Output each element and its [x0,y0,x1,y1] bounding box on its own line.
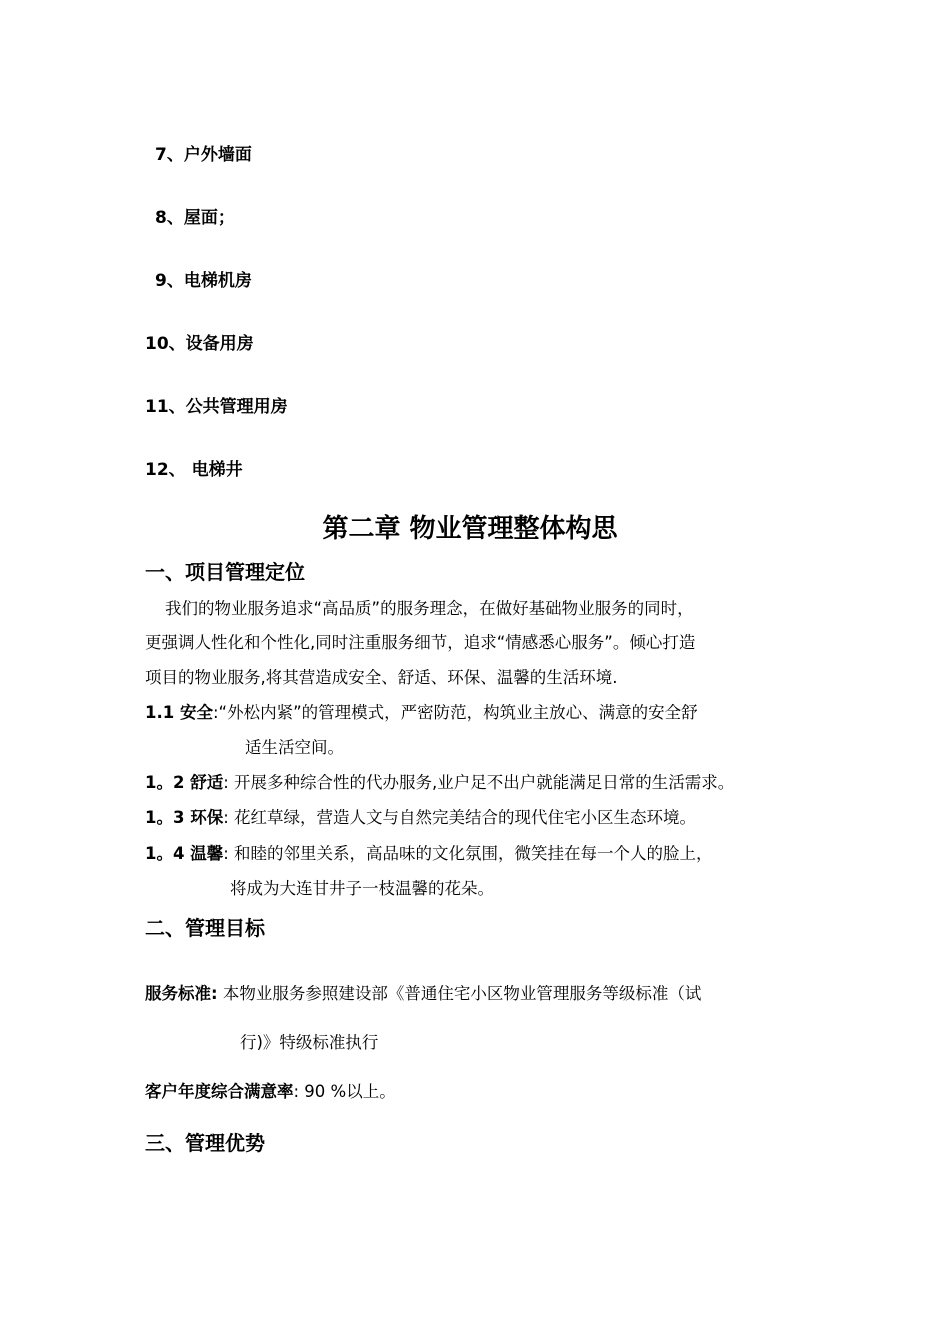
point-comfort-label: 1。2 舒适 [145,773,224,792]
point-safety [145,699,698,723]
point-eco [145,804,696,828]
intro-line-3: 项目的物业服务,将其营造成安全、舒适、环保、温馨的生活环境. [145,668,618,687]
satisfaction-rate [145,1078,396,1102]
point-eco-text: : 花红草绿，营造人文与自然完美结合的现代住宅小区生态环境。 [223,808,697,827]
section-heading-positioning: 一、项目管理定位 [145,560,305,584]
satisfaction-text: : 90 %以上。 [293,1082,396,1101]
list-item-11: 11、公共管理用房 [145,397,288,417]
list-item-8: 8、屋面； [155,208,235,228]
point-comfort [145,769,734,793]
service-standard [145,980,701,1004]
point-warmth [145,840,713,864]
intro-line-1: 我们的物业服务追求“高品质”的服务理念，在做好基础物业服务的同时， [165,599,694,618]
point-safety-label: 1.1 安全 [145,703,213,722]
list-item-7: 7、户外墙面 [155,145,252,165]
list-item-9: 9、电梯机房 [155,271,252,291]
section-heading-goals: 二、管理目标 [145,916,265,940]
chapter-title: 第二章 物业管理整体构思 [322,514,618,544]
point-safety-cont: 适生活空间。 [245,738,344,757]
service-standard-cont: 行)》特级标准执行 [240,1033,379,1052]
satisfaction-label: 客户年度综合满意率 [145,1082,294,1101]
service-standard-text: 本物业服务参照建设部《普通住宅小区物业管理服务等级标准（试 [217,984,702,1003]
point-warmth-text: : 和睦的邻里关系，高品味的文化氛围，微笑挂在每一个人的脸上， [223,844,713,863]
point-warmth-cont: 将成为大连甘井子一枝温馨的花朵。 [230,879,494,898]
list-item-12: 12、 电梯井 [145,460,243,480]
point-safety-text: :“外松内紧”的管理模式，严密防范，构筑业主放心、满意的安全舒 [212,703,698,722]
point-eco-label: 1。3 环保 [145,808,224,827]
point-comfort-text: : 开展多种综合性的代办服务,业户足不出户就能满足日常的生活需求。 [223,773,735,792]
intro-line-2: 更强调人性化和个性化,同时注重服务细节，追求“情感悉心服务”。倾心打造 [145,633,696,652]
point-warmth-label: 1。4 温馨 [145,844,224,863]
service-standard-label: 服务标准: [145,984,218,1003]
section-heading-advantages: 三、管理优势 [145,1131,265,1155]
list-item-10: 10、设备用房 [145,334,254,354]
